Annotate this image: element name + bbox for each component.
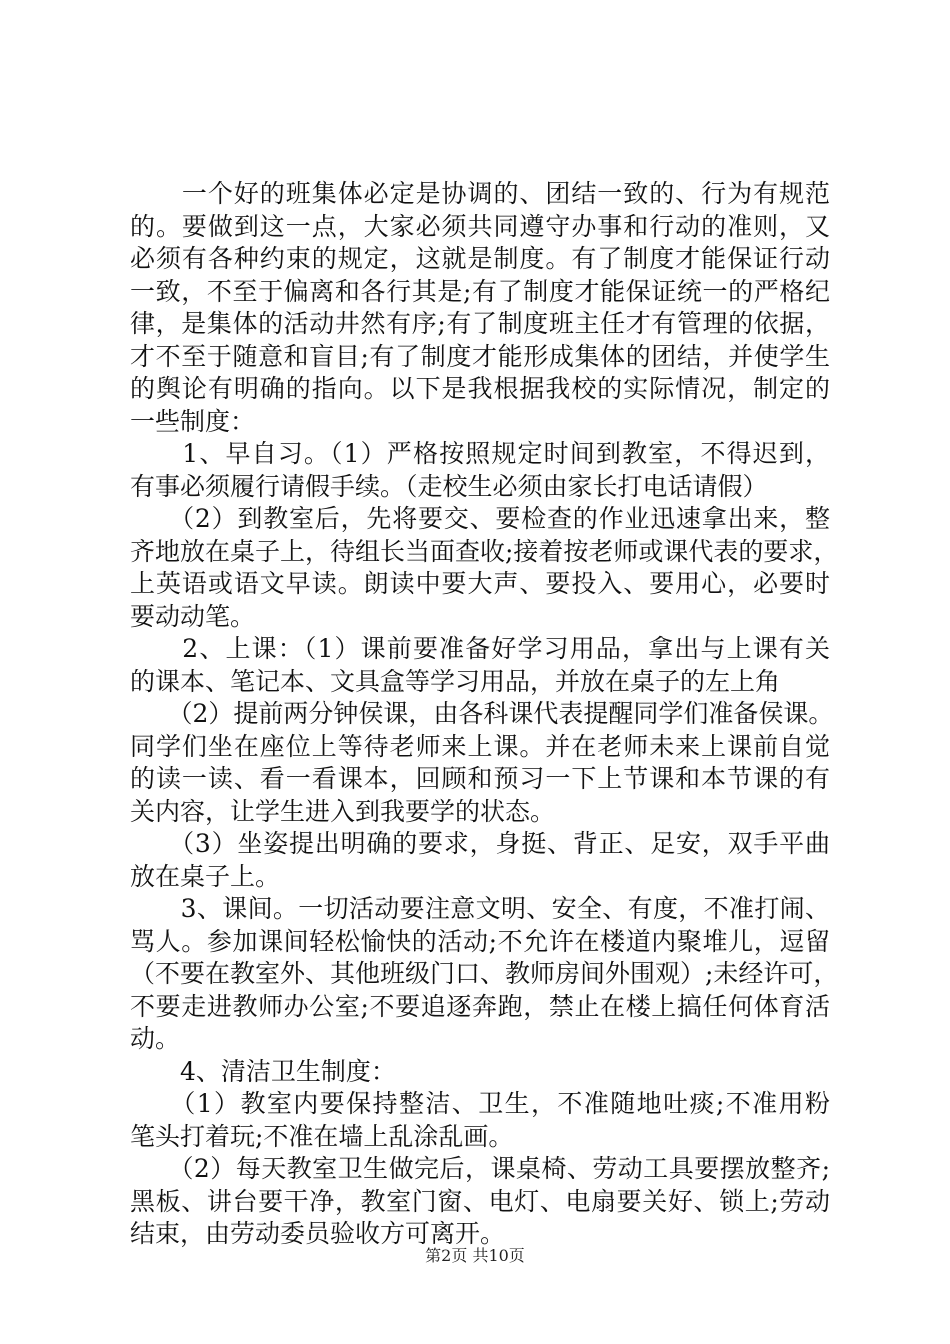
text-line: 骂人。参加课间轻松愉快的活动;不允许在楼道内聚堆儿，逗留 — [130, 926, 830, 956]
text-line: 放在桌子上。 — [130, 861, 281, 891]
text-line: 3、课间。一切活动要注意文明、安全、有度，不准打闹、 — [130, 894, 830, 923]
text-line: 一些制度： — [130, 406, 256, 436]
text-line: 不要走进教师办公室;不要追逐奔跑，禁止在楼上搞任何体育活 — [130, 991, 830, 1021]
page-footer: 第2页 共10页 — [425, 1246, 525, 1265]
text-line: 4、清洁卫生制度： — [130, 1056, 396, 1086]
text-line: 的读一读、看一看课本，回顾和预习一下上节课和本节课的有 — [130, 764, 830, 793]
text-line: 2、上课：（1）课前要准备好学习用品，拿出与上课有关 — [130, 634, 830, 663]
text-line: 要动动笔。 — [130, 601, 256, 631]
text-line: （不要在教室外、其他班级门口、教师房间外围观）;未经许可， — [130, 959, 839, 988]
text-line: 1、早自习。（1）严格按照规定时间到教室，不得迟到， — [130, 439, 830, 468]
text-line: 的课本、笔记本、文具盒等学习用品，并放在桌子的左上角 — [130, 666, 781, 696]
text-line: 律，是集体的活动井然有序;有了制度班主任才有管理的依据， — [130, 309, 830, 338]
text-line: （3）坐姿提出明确的要求，身挺、背正、足安，双手平曲 — [130, 829, 830, 858]
text-line: 关内容，让学生进入到我要学的状态。 — [130, 796, 556, 826]
text-line: （2）到教室后，先将要交、要检查的作业迅速拿出来，整 — [130, 504, 830, 533]
text-line: 结束，由劳动委员验收方可离开。 — [130, 1219, 506, 1248]
text-line: 齐地放在桌子上，待组长当面查收;接着按老师或课代表的要求， — [130, 536, 839, 566]
text-line: 黑板、讲台要干净，教室门窗、电灯、电扇要关好、锁上;劳动 — [130, 1186, 830, 1216]
text-line: 笔头打着玩;不准在墙上乱涂乱画。 — [130, 1121, 514, 1151]
text-line: （1）教室内要保持整洁、卫生，不准随地吐痰;不准用粉 — [130, 1089, 830, 1118]
text-line: 有事必须履行请假手续。（走校生必须由家长打电话请假） — [130, 471, 768, 501]
text-line: 上英语或语文早读。朗读中要大声、要投入、要用心，必要时 — [130, 569, 830, 598]
text-line: 一个好的班集体必定是协调的、团结一致的、行为有规范 — [130, 179, 830, 208]
document-body — [130, 178, 839, 1251]
text-line: 的舆论有明确的指向。以下是我根据我校的实际情况，制定的 — [130, 374, 830, 403]
text-line: 同学们坐在座位上等待老师来上课。并在老师未来上课前自觉 — [130, 731, 830, 761]
text-line: 才不至于随意和盲目;有了制度才能形成集体的团结，并使学生 — [130, 341, 830, 371]
text-line: 的。要做到这一点，大家必须共同遵守办事和行动的准则，又 — [130, 211, 830, 241]
text-line: 必须有各种约束的规定，这就是制度。有了制度才能保证行动 — [130, 244, 830, 273]
text-line: 动。 — [130, 1024, 181, 1053]
text-line: 一致，不至于偏离和各行其是;有了制度才能保证统一的严格纪 — [130, 276, 830, 306]
text-line: （2）提前两分钟侯课，由各科课代表提醒同学们准备侯课。 — [130, 699, 834, 728]
text-line: （2）每天教室卫生做完后，课桌椅、劳动工具要摆放整齐; — [130, 1154, 830, 1183]
